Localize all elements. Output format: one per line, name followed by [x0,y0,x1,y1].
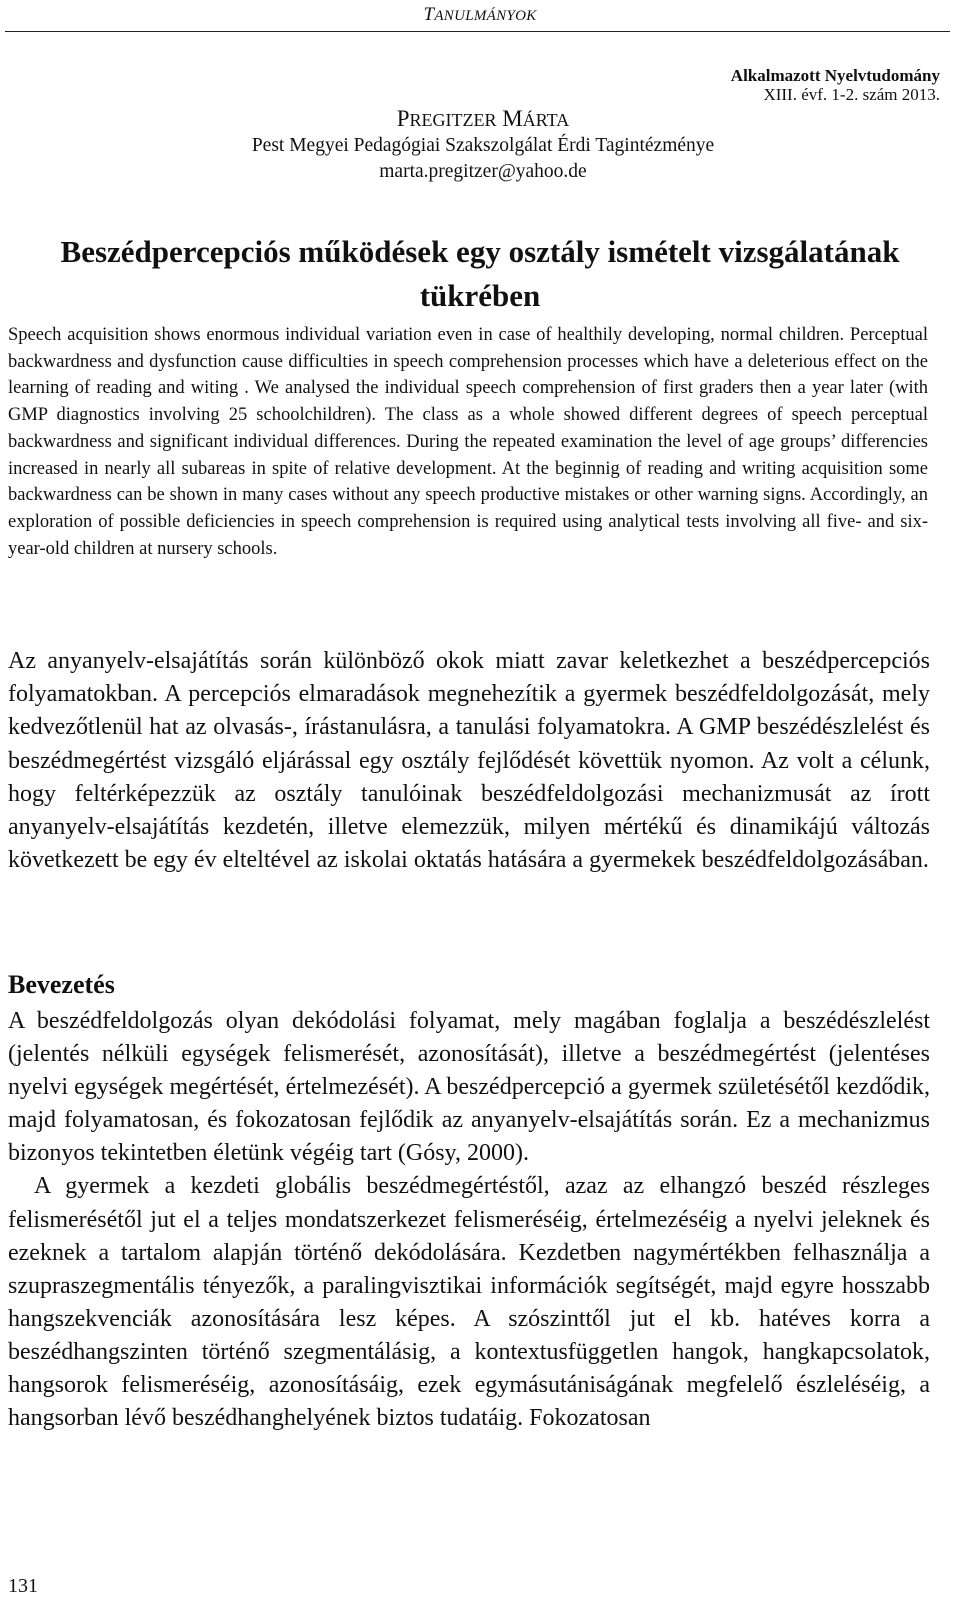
section-body [8,1005,930,1435]
header-rule [5,31,950,32]
intro-paragraph: Az anyanyelv-elsajátítás során különböző okok miatt zavar keletkezhet a beszédpercepciós folyamatokban. A percepciós elmaradások megnehezítik a gyermek beszédfeldolgozását, mely kedvezőtlenül hat az olvasás-, írástanulásra, a tanulási folyamatokra. A GMP beszédészlelést és beszédmegértést vizsgáló eljárással egy osztály fejlődését követtük nyomon. Az volt a célunk, hogy feltérképezzük az osztály tanulóinak beszédfeldolgozási mechanizmusát az írott anyanyelv-elsajátítás kezdetén, illetve elemezzük, milyen mértékű és dinamikájú változás következett be egy év elteltével az iskolai oktatás hatására a gyermekek beszédfeldolgozásában. [8,648,930,874]
section-heading: Bevezetés [8,970,115,999]
journal-name: Alkalmazott Nyelvtudomány [730,66,940,85]
author-block [183,106,783,185]
journal-info [731,66,940,104]
author-email: marta.pregitzer@yahoo.de [379,161,587,182]
body-paragraph: A gyermek a kezdeti globális beszédmegértéstől, azaz az elhangzó beszéd részleges felismerésétől jut el a teljes mondatszerkezet felismeréséig, értelmezéséig a nyelvi jeleknek és ezeknek a tartalom alapján történő dekódolására. Kezdetben nagymértékben felhasználja a szupraszegmentális tényezők, a paralingvisztikai információk segítségét, majd egyre hosszabb hangszekvenciák azonosítására lesz képes. A szószinttől jut el kb. hatéves korra a beszédhangszinten történő szegmentálásig, a kontextusfüggetlen hangok, hangkapcsolatok, hangsorok felismeréséig, azonosításáig, ezek egymásutániságának megfelelő észleléséig, a hangsorban lévő beszédhanghelyének biztos tudatáig. Fokozatosan [8,1173,930,1432]
article-title: Beszédpercepciós működések egy osztály ismételt vizsgálatának tükrében [60,234,900,313]
body-paragraph: A beszédfeldolgozás olyan dekódolási folyamat, mely magában foglalja a beszédészlelést (jelentés nélküli egységek felismerését, azonosítását), illetve a beszédmegértést (jelentéses nyelvi egységek megértését, értelmezését). A beszédpercepció a gyermek születésétől kezdődik, majd folyamatosan, és fokozatosan fejlődik az anyanyelv-elsajátítás során. Ez a mechanizmus bizonyos tekintetben életünk végéig tart (Gósy, 2000). [8,1008,930,1167]
journal-issue: XIII. évf. 1-2. szám 2013. [763,85,940,104]
running-head: TANULMÁNYOK [423,4,537,25]
author-name: PREGITZER MÁRTA [396,106,570,131]
abstract: Speech acquisition shows enormous individual variation even in case of healthily developing, normal children. Perceptual backwardness and dysfunction cause difficulties in speech comprehension processes which have a deleterious effect on the learning of reading and witing . We analysed the individual speech comprehension of first graders then a year later (with GMP diagnostics involving 25 schoolchildren). The class as a whole showed different degrees of speech perceptual backwardness and significant individual differences. During the repeated examination the level of age groups’ differencies increased in nearly all subareas in spite of relative development. At the beginnig of reading and writing acquisition some backwardness can be shown in many cases without any speech productive mistakes or other warning signs. Accordingly, an exploration of possible deficiencies in speech comprehension is required using analytical tests involving all five- and six-year-old children at nursery schools. [8,325,928,559]
author-affiliation: Pest Megyei Pedagógiai Szakszolgálat Érdi Tagintézménye [251,135,715,156]
page-number: 131 [8,1575,38,1597]
